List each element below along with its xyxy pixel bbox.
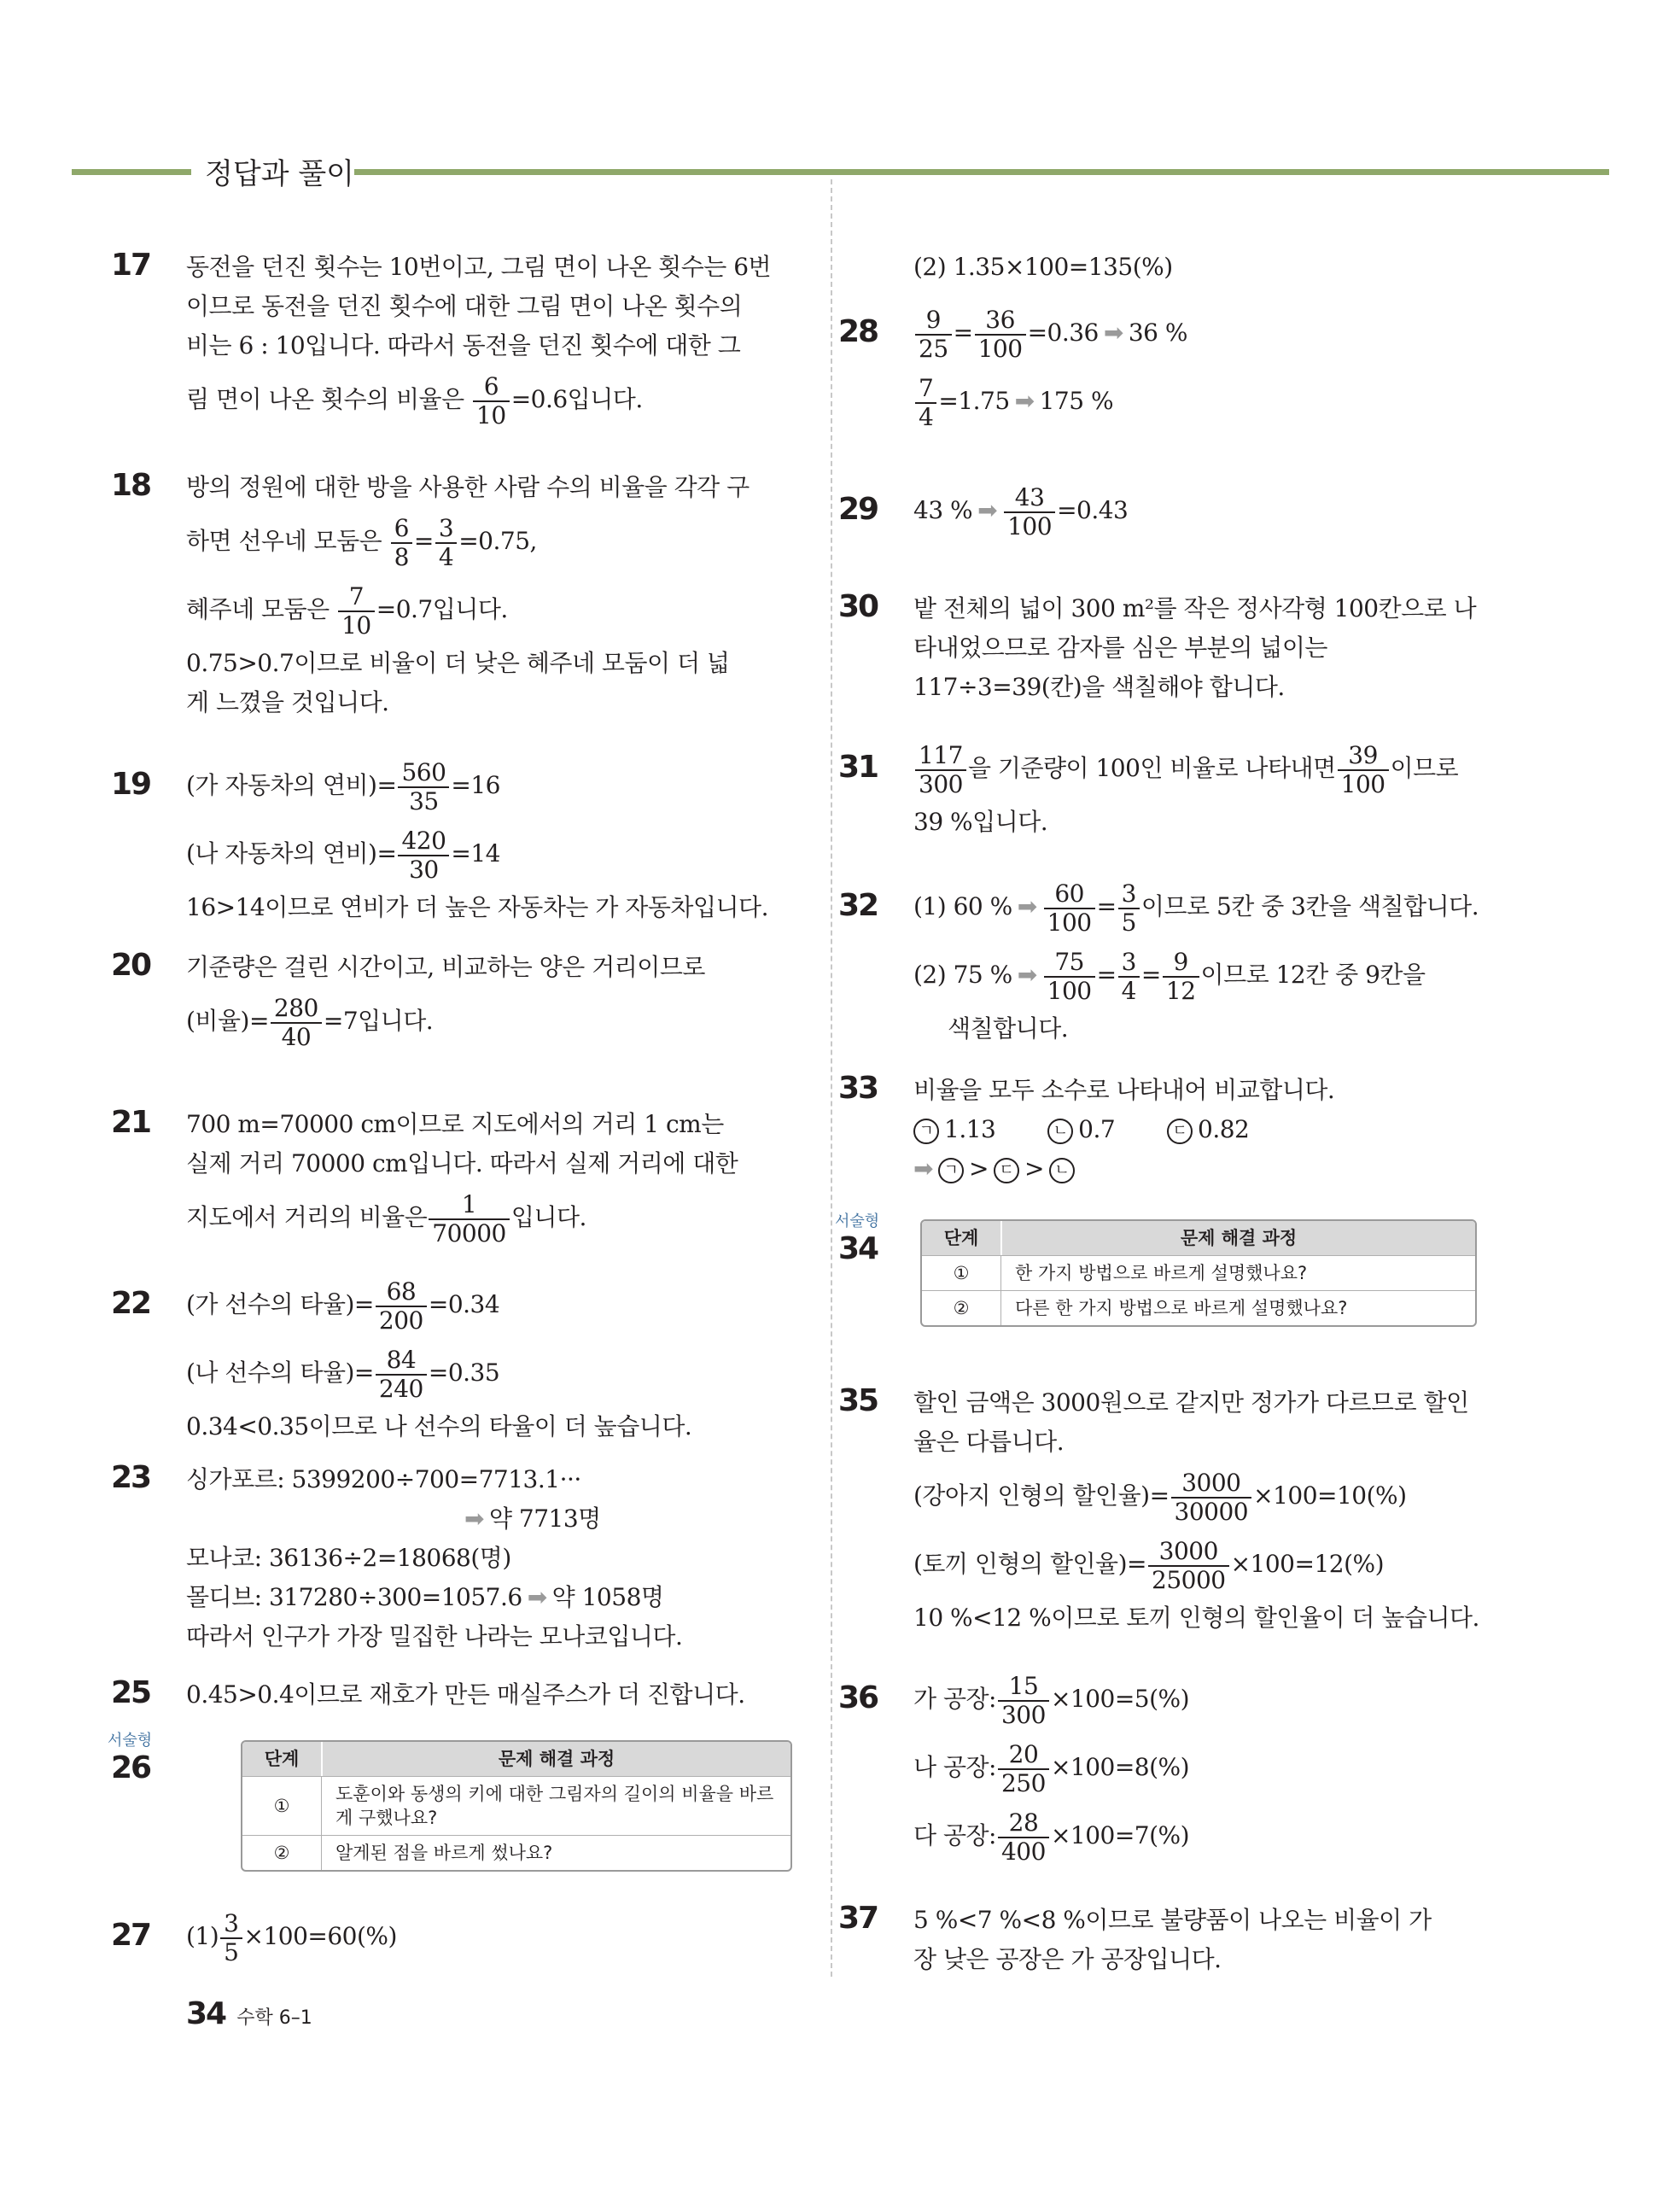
text-line: 방의 정원에 대한 방을 사용한 사람 수의 비율을 각각 구 <box>186 473 750 501</box>
text-line: 0.75>0.7이므로 비율이 더 낮은 혜주네 모둠이 더 넓 <box>186 649 730 677</box>
text-line: 색칠합니다. <box>948 1014 1069 1043</box>
question-number: 29 <box>838 492 878 527</box>
text-line: 싱가포르: 5399200÷700=7713.1··· <box>186 1465 581 1493</box>
fraction: $\frac{75}{100}$ <box>1044 949 1095 1005</box>
question-number: 19 <box>111 767 151 802</box>
arrow-icon: ➡ <box>1017 961 1037 989</box>
text-line: (나 선수의 타율)= $\frac{84}{240}$ =0.35 <box>186 1345 500 1403</box>
fraction: $\frac{6}{8}$ <box>391 515 412 571</box>
text-line: (2) 75 % ➡ $\frac{75}{100}$ = $\frac{3}{4}$ = $\frac{9}{12}$ 이므로 12칸 중 9칸을 <box>913 941 1479 1009</box>
question-number: 28 <box>838 314 878 349</box>
table-row: ① 도훈이와 동생의 키에 대한 그림자의 길이의 비율을 바르게 구했나요? <box>242 1776 790 1835</box>
fraction: $\frac{43}{100}$ <box>1004 484 1055 540</box>
question-number: 26 <box>111 1750 151 1785</box>
answer-36 <box>838 1665 1190 1870</box>
text-line: (강아지 인형의 할인율)= $\frac{3000}{30000}$ ×100=10(%) <box>913 1468 1407 1526</box>
scoring-table <box>241 1740 792 1872</box>
circled-letter-icon: ㄷ <box>1167 1119 1193 1144</box>
text-line: 몰디브: 317280÷300=1057.6 ➡ 약 1058명 <box>186 1578 682 1617</box>
text-line: ㄱ 1.13 ㄴ 0.7 ㄷ 0.82 <box>913 1110 1334 1149</box>
fraction: $\frac{280}{40}$ <box>271 995 322 1051</box>
text-line: ➡ 약 7713명 <box>186 1499 682 1539</box>
question-number: 21 <box>111 1105 151 1140</box>
fraction: $\frac{3}{4}$ <box>435 515 457 571</box>
answer-33 <box>838 1071 1335 1189</box>
fraction: $\frac{60}{100}$ <box>1044 880 1095 937</box>
text-line: (나 자동차의 연비)= $\frac{420}{30}$ =14 <box>186 826 500 884</box>
question-number: 25 <box>111 1675 151 1710</box>
text-line: 16>14이므로 연비가 더 높은 자동차는 가 자동차입니다. <box>186 893 768 921</box>
text-line: 이므로 동전을 던진 횟수에 대한 그림 면이 나온 횟수의 <box>186 292 743 320</box>
header-rule-right <box>354 169 1609 175</box>
text-line: 5 %<7 %<8 %이므로 불량품이 나오는 비율이 가 <box>913 1906 1432 1934</box>
question-number: 31 <box>838 750 878 785</box>
question-number: 32 <box>838 888 878 923</box>
answer-25 <box>111 1675 745 1715</box>
question-number: 37 <box>838 1901 878 1936</box>
text-line: (가 선수의 타율)= $\frac{68}{200}$ =0.34 <box>186 1277 500 1335</box>
arrow-icon: ➡ <box>977 496 998 524</box>
answer-22 <box>111 1271 692 1446</box>
table-row: ① 한 가지 방법으로 바르게 설명했나요? <box>922 1255 1475 1290</box>
text-line: 타내었으므로 감자를 심은 부분의 넓이는 <box>913 634 1327 662</box>
answer-21 <box>111 1105 738 1252</box>
arrow-icon: ➡ <box>527 1583 547 1611</box>
page-footer <box>186 1996 312 2031</box>
arrow-icon: ➡ <box>464 1504 484 1533</box>
question-number: 20 <box>111 948 151 983</box>
text-line: (1) $\frac{3}{5}$ ×100=60(%) <box>186 1908 397 1966</box>
text-line: 10 %<12 %이므로 토끼 인형의 할인율이 더 높습니다. <box>913 1604 1479 1632</box>
fraction: $\frac{20}{250}$ <box>998 1741 1049 1797</box>
text-line: 할인 금액은 3000원으로 같지만 정가가 다르므로 할인 <box>913 1388 1469 1417</box>
text-line: 700 m=70000 cm이므로 지도에서의 거리 1 cm는 <box>186 1110 724 1138</box>
answer-20 <box>111 948 705 1055</box>
answer-27-continued <box>913 248 1173 287</box>
text-line: (2) 1.35×100=135(%) <box>913 253 1173 281</box>
table-header: 단계 문제 해결 과정 <box>242 1742 790 1776</box>
answer-18 <box>111 468 750 722</box>
question-number: 36 <box>838 1680 878 1715</box>
text-line: 장 낮은 공장은 가 공장입니다. <box>913 1945 1222 1973</box>
arrow-icon: ➡ <box>913 1154 933 1183</box>
question-number: 35 <box>838 1383 878 1418</box>
text-line: 지도에서 거리의 비율은 $\frac{1}{70000}$ 입니다. <box>186 1189 586 1247</box>
fraction: $\frac{39}{100}$ <box>1338 742 1389 798</box>
fraction: $\frac{7}{10}$ <box>338 583 375 640</box>
fraction: $\frac{9}{12}$ <box>1163 949 1199 1005</box>
text-line: 비는 6 : 10입니다. 따라서 동전을 던진 횟수에 대한 그 <box>186 331 741 359</box>
fraction: $\frac{420}{30}$ <box>398 827 449 884</box>
arrow-icon: ➡ <box>1103 318 1123 347</box>
answer-28 <box>838 299 1187 435</box>
text-line: 기준량은 걸린 시간이고, 비교하는 양은 거리이므로 <box>186 953 705 981</box>
answer-37 <box>838 1901 1432 1979</box>
table-row: ② 알게된 점을 바르게 썼나요? <box>242 1835 790 1870</box>
answer-17 <box>111 248 772 434</box>
descriptive-tag: 서술형 <box>108 1732 153 1750</box>
answer-29 <box>838 476 1129 545</box>
question-number: 27 <box>111 1918 151 1953</box>
fraction: $\frac{117}{300}$ <box>915 742 966 798</box>
page-header <box>0 147 1680 198</box>
fraction: $\frac{36}{100}$ <box>975 307 1026 363</box>
text-line: 모나코: 36136÷2=18068(명) <box>186 1544 511 1572</box>
text-line: 117÷3=39(칸)을 색칠해야 합니다. <box>913 673 1285 701</box>
question-number: 18 <box>111 468 151 503</box>
text-line: $\frac{117}{300}$ 을 기준량이 100인 비율로 나타내면 $\frac{39}{100}$ 이므로 <box>913 734 1458 803</box>
table-header: 단계 문제 해결 과정 <box>922 1221 1475 1255</box>
text-line: 43 % ➡ $\frac{43}{100}$ =0.43 <box>913 476 1128 545</box>
table-row: ② 다른 한 가지 방법으로 바르게 설명했나요? <box>922 1290 1475 1325</box>
fraction: $\frac{3000}{30000}$ <box>1171 1469 1252 1526</box>
fraction: $\frac{3}{5}$ <box>220 1910 242 1966</box>
fraction: $\frac{9}{25}$ <box>915 307 952 363</box>
fraction: $\frac{3}{4}$ <box>1118 949 1140 1005</box>
fraction: $\frac{15}{300}$ <box>998 1673 1049 1729</box>
column-divider <box>831 179 832 1977</box>
question-number: 23 <box>111 1460 151 1495</box>
header-title: 정답과 풀이 <box>205 157 355 191</box>
question-number: 22 <box>111 1286 151 1321</box>
answer-19 <box>111 751 768 927</box>
book-title: 수학 6–1 <box>236 2007 312 2029</box>
fraction: $\frac{28}{400}$ <box>998 1809 1049 1866</box>
fraction: $\frac{560}{35}$ <box>398 759 449 815</box>
text-line: 비율을 모두 소수로 나타내어 비교합니다. <box>913 1076 1335 1104</box>
arrow-icon: ➡ <box>1017 892 1037 920</box>
scoring-table <box>920 1219 1477 1327</box>
fraction: $\frac{68}{200}$ <box>376 1278 427 1335</box>
answer-31 <box>838 734 1459 842</box>
fraction: $\frac{7}{4}$ <box>915 375 936 431</box>
text-line: (비율)= $\frac{280}{40}$ =7입니다. <box>186 993 434 1051</box>
text-line: (가 자동차의 연비)= $\frac{560}{35}$ =16 <box>186 757 500 815</box>
text-line: (토끼 인형의 할인율)= $\frac{3000}{25000}$ ×100=12(%) <box>913 1536 1385 1594</box>
text-line: (1) 60 % ➡ $\frac{60}{100}$ = $\frac{3}{5}$ 이므로 5칸 중 3칸을 색칠합니다. <box>913 873 1479 941</box>
text-line: $\frac{7}{4}$ =1.75 ➡ 175 % <box>913 367 1187 435</box>
text-line: 하면 선우네 모둠은 $\frac{6}{8}$ = $\frac{3}{4}$ =0.75, <box>186 513 537 571</box>
text-line: 39 %입니다. <box>913 808 1048 836</box>
text-line: 0.34<0.35이므로 나 선수의 타율이 더 높습니다. <box>186 1412 692 1440</box>
answer-30 <box>838 589 1477 707</box>
answer-23 <box>111 1460 683 1656</box>
fraction: $\frac{1}{70000}$ <box>429 1191 510 1247</box>
circled-letter-icon: ㄴ <box>1047 1119 1073 1144</box>
text-line: 밭 전체의 넓이 300 m²를 작은 정사각형 100칸으로 나 <box>913 594 1477 622</box>
question-number: 30 <box>838 589 878 624</box>
question-number: 33 <box>838 1071 878 1106</box>
text-line: 실제 거리 70000 cm입니다. 따라서 실제 거리에 대한 <box>186 1149 738 1177</box>
arrow-icon: ➡ <box>1014 387 1035 415</box>
answer-27 <box>111 1902 397 1971</box>
fraction: $\frac{3000}{25000}$ <box>1148 1538 1229 1594</box>
text-line: 나 공장: $\frac{20}{250}$ ×100=8(%) <box>913 1739 1190 1797</box>
text-line: 0.45>0.4이므로 재호가 만든 매실주스가 더 진합니다. <box>186 1680 745 1709</box>
text-line: $\frac{9}{25}$ = $\frac{36}{100}$ =0.36 ➡ 36 % <box>913 299 1187 367</box>
text-line: 율은 다릅니다. <box>913 1428 1065 1456</box>
header-rule-left <box>72 169 191 175</box>
answer-35 <box>838 1383 1479 1638</box>
text-line: 동전을 던진 횟수는 10번이고, 그림 면이 나온 횟수는 6번 <box>186 253 772 281</box>
descriptive-tag: 서술형 <box>835 1212 880 1230</box>
text-line: ➡ ㄱ > ㄷ > ㄴ <box>913 1149 1334 1189</box>
text-line: 따라서 인구가 가장 밀집한 나라는 모나코입니다. <box>186 1622 683 1651</box>
text-line: 림 면이 나온 횟수의 비율은 $\frac{6}{10}$ =0.6입니다. <box>186 371 643 429</box>
text-line: 혜주네 모둠은 $\frac{7}{10}$ =0.7입니다. <box>186 581 508 640</box>
question-number: 17 <box>111 248 151 283</box>
fraction: $\frac{3}{5}$ <box>1118 880 1140 937</box>
page-number: 34 <box>186 1996 226 2031</box>
question-number: 34 <box>838 1231 878 1266</box>
text-line: 게 느꼈을 것입니다. <box>186 688 389 716</box>
text-line: 가 공장: $\frac{15}{300}$ ×100=5(%) <box>913 1671 1190 1729</box>
fraction: $\frac{84}{240}$ <box>376 1347 427 1403</box>
circled-letter-icon: ㄱ <box>913 1119 939 1144</box>
fraction: $\frac{6}{10}$ <box>473 373 510 429</box>
text-line: 다 공장: $\frac{28}{400}$ ×100=7(%) <box>913 1808 1190 1866</box>
answer-32 <box>838 873 1479 1049</box>
